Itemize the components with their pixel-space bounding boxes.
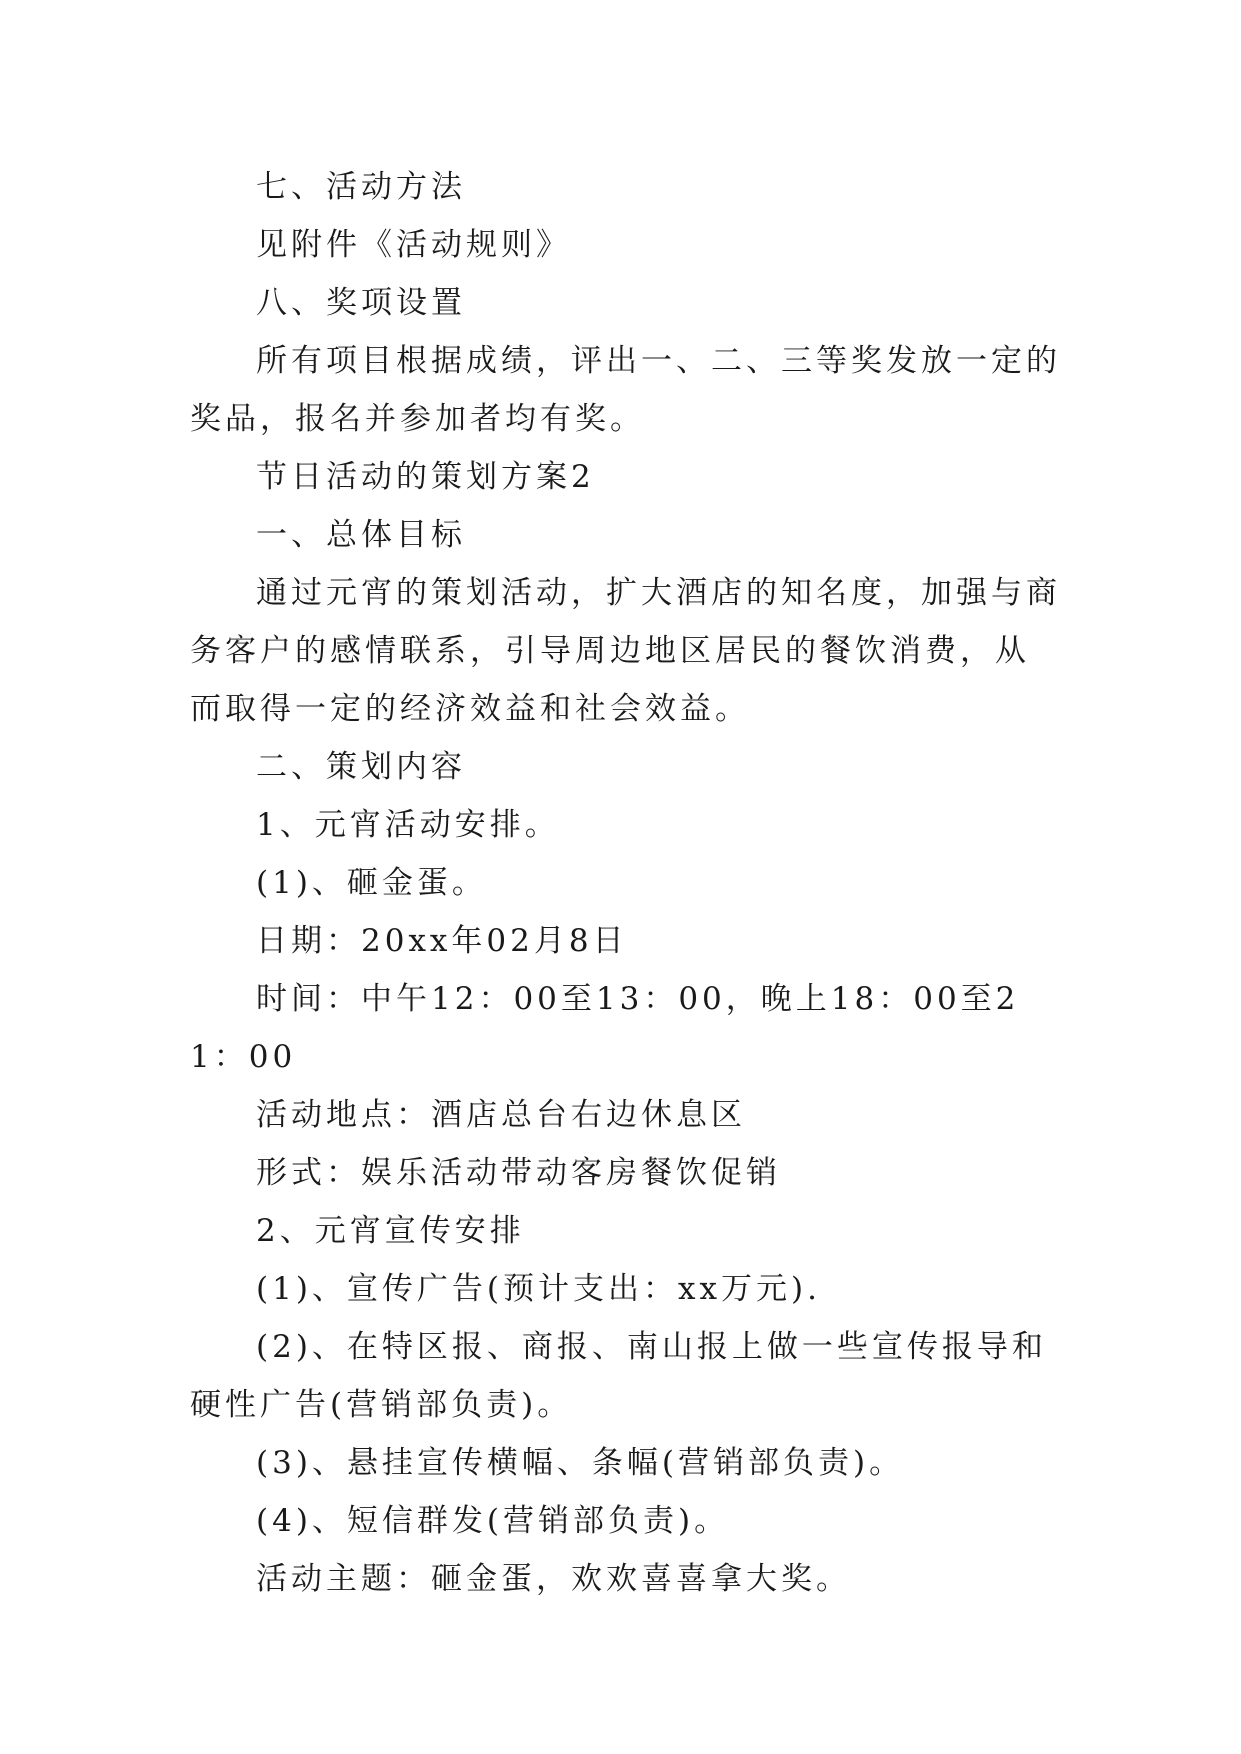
list-item-activity-arrangement: 1、元宵活动安排。 xyxy=(256,807,560,843)
list-item-sms: (4)、短信群发(营销部负责)。 xyxy=(256,1503,730,1539)
paragraph-time: 时间：中午12：00至13：00，晚上18：00至21：00 xyxy=(190,981,1020,1075)
list-item-golden-egg: (1)、砸金蛋。 xyxy=(256,865,487,901)
list-item-banners: (3)、悬挂宣传横幅、条幅(营销部负责)。 xyxy=(256,1445,905,1481)
paragraph-awards-description: 所有项目根据成绩，评出一、二、三等奖发放一定的奖品，报名并参加者均有奖。 xyxy=(190,343,1061,437)
section-heading-activity-method: 七、活动方法 xyxy=(256,169,466,205)
paragraph-format: 形式：娱乐活动带动客房餐饮促销 xyxy=(256,1155,781,1191)
document-subtitle: 节日活动的策划方案2 xyxy=(256,459,595,495)
paragraph-date: 日期：20xx年02月8日 xyxy=(256,923,628,959)
section-heading-overall-goal: 一、总体目标 xyxy=(256,517,466,553)
section-heading-awards: 八、奖项设置 xyxy=(256,285,466,321)
list-item-publicity-arrangement: 2、元宵宣传安排 xyxy=(256,1213,525,1249)
document-body xyxy=(190,158,1062,1608)
paragraph-attachment-reference: 见附件《活动规则》 xyxy=(256,227,571,263)
list-item-newspaper-ads: (2)、在特区报、商报、南山报上做一些宣传报导和硬性广告(营销部负责)。 xyxy=(190,1329,1047,1423)
paragraph-activity-theme: 活动主题：砸金蛋，欢欢喜喜拿大奖。 xyxy=(256,1561,851,1597)
paragraph-goal-description: 通过元宵的策划活动，扩大酒店的知名度，加强与商务客户的感情联系，引导周边地区居民的餐饮消费，从而取得一定的经济效益和社会效益。 xyxy=(190,575,1061,727)
list-item-advertising: (1)、宣传广告(预计支出：xx万元). xyxy=(256,1271,821,1307)
paragraph-location: 活动地点：酒店总台右边休息区 xyxy=(256,1097,746,1133)
section-heading-plan-content: 二、策划内容 xyxy=(256,749,466,785)
